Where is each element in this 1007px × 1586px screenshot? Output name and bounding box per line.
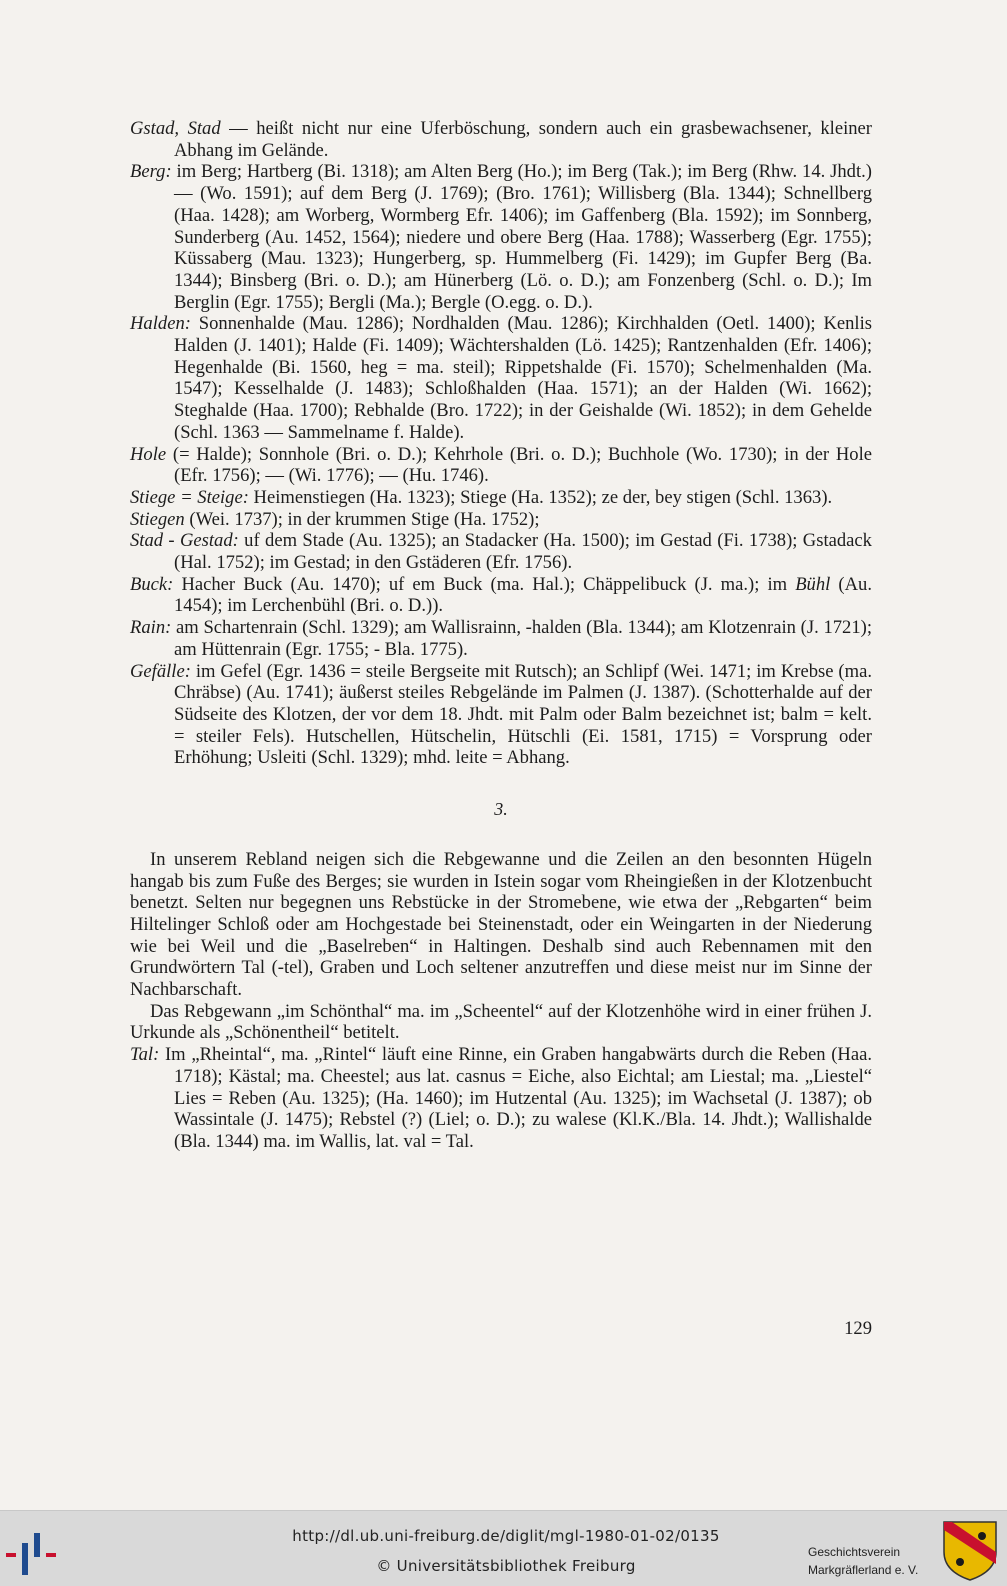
entry-text: Im „Rheintal“, ma. „Rintel“ läuft eine Rinne, ein Graben hangabwärts durch die Reben (Haa. 1718); Kästal; ma. Cheestel; aus lat. casnus = Eiche, also Eichtal; am Liestal; ma. „Liestel“ Lies = Reben (Au. 1325); (Ha. 1460); im Hutzental (Au. 1325); im Wachsetal (J. 1387); ob Wassintale (J. 1475); Rebstel (?) (Liel; o. D.); zu walese (Kl.K./Bla. 14. Jhdt.); Wallishalde (Bla. 1344) ma. im Wallis, lat. val = Tal.: [159, 1044, 872, 1152]
entry-list-b: [130, 617, 872, 769]
entry-term: Gstad, Stad: [130, 118, 221, 139]
entry-term: Halden:: [130, 313, 191, 335]
document-url-link[interactable]: http://dl.ub.uni-freiburg.de/diglit/mgl-1980-01-02/0135: [292, 1527, 720, 1545]
copyright-text: © Universitätsbibliothek Freiburg: [376, 1557, 636, 1575]
entry-text: (= Halde); Sonnhole (Bri. o. D.); Kehrhole (Bri. o. D.); Buchhole (Wo. 1730); in der Hole (Efr. 1756); — (Wi. 1776); — (Hu. 1746).: [166, 443, 872, 487]
coat-of-arms-icon: [940, 1518, 1000, 1582]
text-column: [130, 118, 872, 1153]
entry-term: Stad - Gestad:: [130, 530, 239, 552]
glossary-entry: [130, 530, 872, 573]
entry-text: (Wei. 1737); in der krummen Stige (Ha. 1752);: [184, 508, 540, 530]
entry-text: (Au. 1454); im Lerchenbühl (Bri. o. D.)).: [174, 573, 872, 617]
publisher-line: Geschichtsverein: [808, 1545, 901, 1559]
glossary-entry: [130, 487, 872, 509]
entry-term: Gefälle:: [130, 660, 191, 682]
entry-text: — heißt nicht nur eine Uferböschung, sondern auch ein grasbewachsener, kleiner Abhang im Gelände.: [174, 118, 872, 161]
entry-inline-term: Bühl: [795, 573, 831, 595]
entry-text: am Schartenrain (Schl. 1329); am Wallisrainn, -halden (Bla. 1344); am Klotzenrain (J. 1721); am Hüttenrain (Egr. 1755; - Bla. 1775).: [171, 617, 872, 660]
glossary-entry: [130, 617, 872, 660]
section-number: 3.: [494, 799, 508, 820]
entry-text: im Gefel (Egr. 1436 = steile Bergseite mit Rutsch); an Schlipf (Wei. 1471; im Krebse (ma. Chräbse) (Au. 1741); äußerst steiles Rebgelände im Palmen (J. 1387). (Schotterhalde auf der Südseite des Klotzen, der vor dem 18. Jhdt. mit Palm oder Balm bezeichnet ist; balm = kelt. = steiler Fels). Hutschellen, Hütschelin, Hütschli (Ei. 1581, 1715) = Vorsprung oder Erhöhung; Usleiti (Schl. 1329); mhd. leite = Abhang.: [174, 660, 872, 769]
glossary-entry: [130, 161, 872, 313]
publisher-name: [808, 1543, 938, 1579]
entry-term: Tal:: [130, 1044, 160, 1066]
paragraph: Das Rebgewann „im Schönthal“ ma. im „Scheentel“ auf der Klotzenhöhe wird in einer frühen J. Urkunde als „Schönentheil“ betitelt.: [130, 1000, 872, 1044]
entry-tal: [130, 1044, 872, 1153]
glossary-entry: [130, 661, 872, 770]
entry-text: Hacher Buck (Au. 1470); uf em Buck (ma. Hal.); Chäppelibuck (J. ma.); im: [173, 573, 796, 595]
glossary-entry: [130, 509, 872, 531]
entry-text: Sonnenhalde (Mau. 1286); Nordhalden (Mau. 1286); Kirchhalden (Oetl. 1400); Kenlis Halden (J. 1401); Halde (Fi. 1409); Wächtershalden (Lö. 1425); Rantzenhalden (Efr. 1406); Hegenhalde (Bi. 1560, heg = ma. steil); Rippetshalde (Fi. 1570); Schelmenhalden (Ma. 1547); Kesselhalde (J. 1483); Schloßhalden (Haa. 1571); an der Halden (Wi. 1662); Steghalde (Haa. 1700); Rebhalde (Bro. 1722); in der Geishalde (Wi. 1852); in dem Gehelde (Schl. 1363 — Sammelname f. Halde).: [174, 313, 872, 443]
entry-term: Berg:: [130, 161, 172, 183]
viewer-footer: [0, 1510, 1007, 1586]
entry-buck: [130, 574, 872, 617]
glossary-entry: [130, 118, 872, 161]
entry-text: Heimenstiegen (Ha. 1323); Stiege (Ha. 1352); ze der, bey stigen (Schl. 1363).: [248, 486, 833, 508]
paragraph: In unserem Rebland neigen sich die Rebgewanne und die Zeilen an den besonnten Hügeln hangab bis zum Fuße des Berges; sie wurden in Istein sogar vom Rheingießen in der Klotzenbucht benetzt. Selten nur begegnen uns Rebstücke in der Stromebene, wie etwa der „Rebgarten“ beim Hiltelinger Schloß oder am Hochgestade bei Steinenstadt, oder ein Weingarten in der Niederung wie bei Weil und die „Baselreben“ in Haltingen. Deshalb sind auch Rebennamen mit den Grundwörtern Tal (-tel), Graben und Loch seltener anzutreffen und diese meist nur im Sinne der Nachbarschaft.: [130, 848, 872, 1001]
page-number: 129: [844, 1318, 872, 1339]
entry-term: Stiege = Steige:: [130, 486, 249, 508]
entry-term: Buck:: [130, 573, 174, 595]
publisher-line: Markgräflerland e. V.: [808, 1563, 919, 1577]
entry-text: uf dem Stade (Au. 1325); an Stadacker (Ha. 1500); im Gestad (Fi. 1738); Gstadack (Hal. 1752); im Gestad; in den Gstäderen (Efr. 1756).: [174, 530, 872, 574]
entry-term: Stiegen: [130, 508, 185, 530]
glossary-entry: [130, 313, 872, 443]
entry-term: Rain:: [130, 617, 172, 639]
glossary-entry: [130, 444, 872, 487]
entry-list-a: [130, 118, 872, 574]
entry-term: Hole: [130, 443, 167, 465]
entry-text: im Berg; Hartberg (Bi. 1318); am Alten Berg (Ho.); im Berg (Tak.); im Berg (Rhw. 14. Jhdt.) — (Wo. 1591); auf dem Berg (J. 1769); (Bro. 1761); Willisberg (Bla. 1344); Schnellberg (Haa. 1428); am Worberg, Wormberg Efr. 1406); im Gaffenberg (Bla. 1592); im Sonnberg, Sunderberg (Au. 1452, 1564); niedere und obere Berg (Haa. 1788); Wasserberg (Egr. 1755); Küssaberg (Mau. 1323); Hungerberg, sp. Hummelberg (Fi. 1429); im Gupfer Berg (Ba. 1344); Binsberg (Bri. o. D.); am Hünerberg (Lö. o. D.); am Fonzenberg (Schl. o. D.); Im Berglin (Egr. 1755); Bergli (Ma.); Bergle (O.egg. o. D.).: [171, 161, 872, 313]
ub-logo-icon: [4, 1529, 64, 1577]
